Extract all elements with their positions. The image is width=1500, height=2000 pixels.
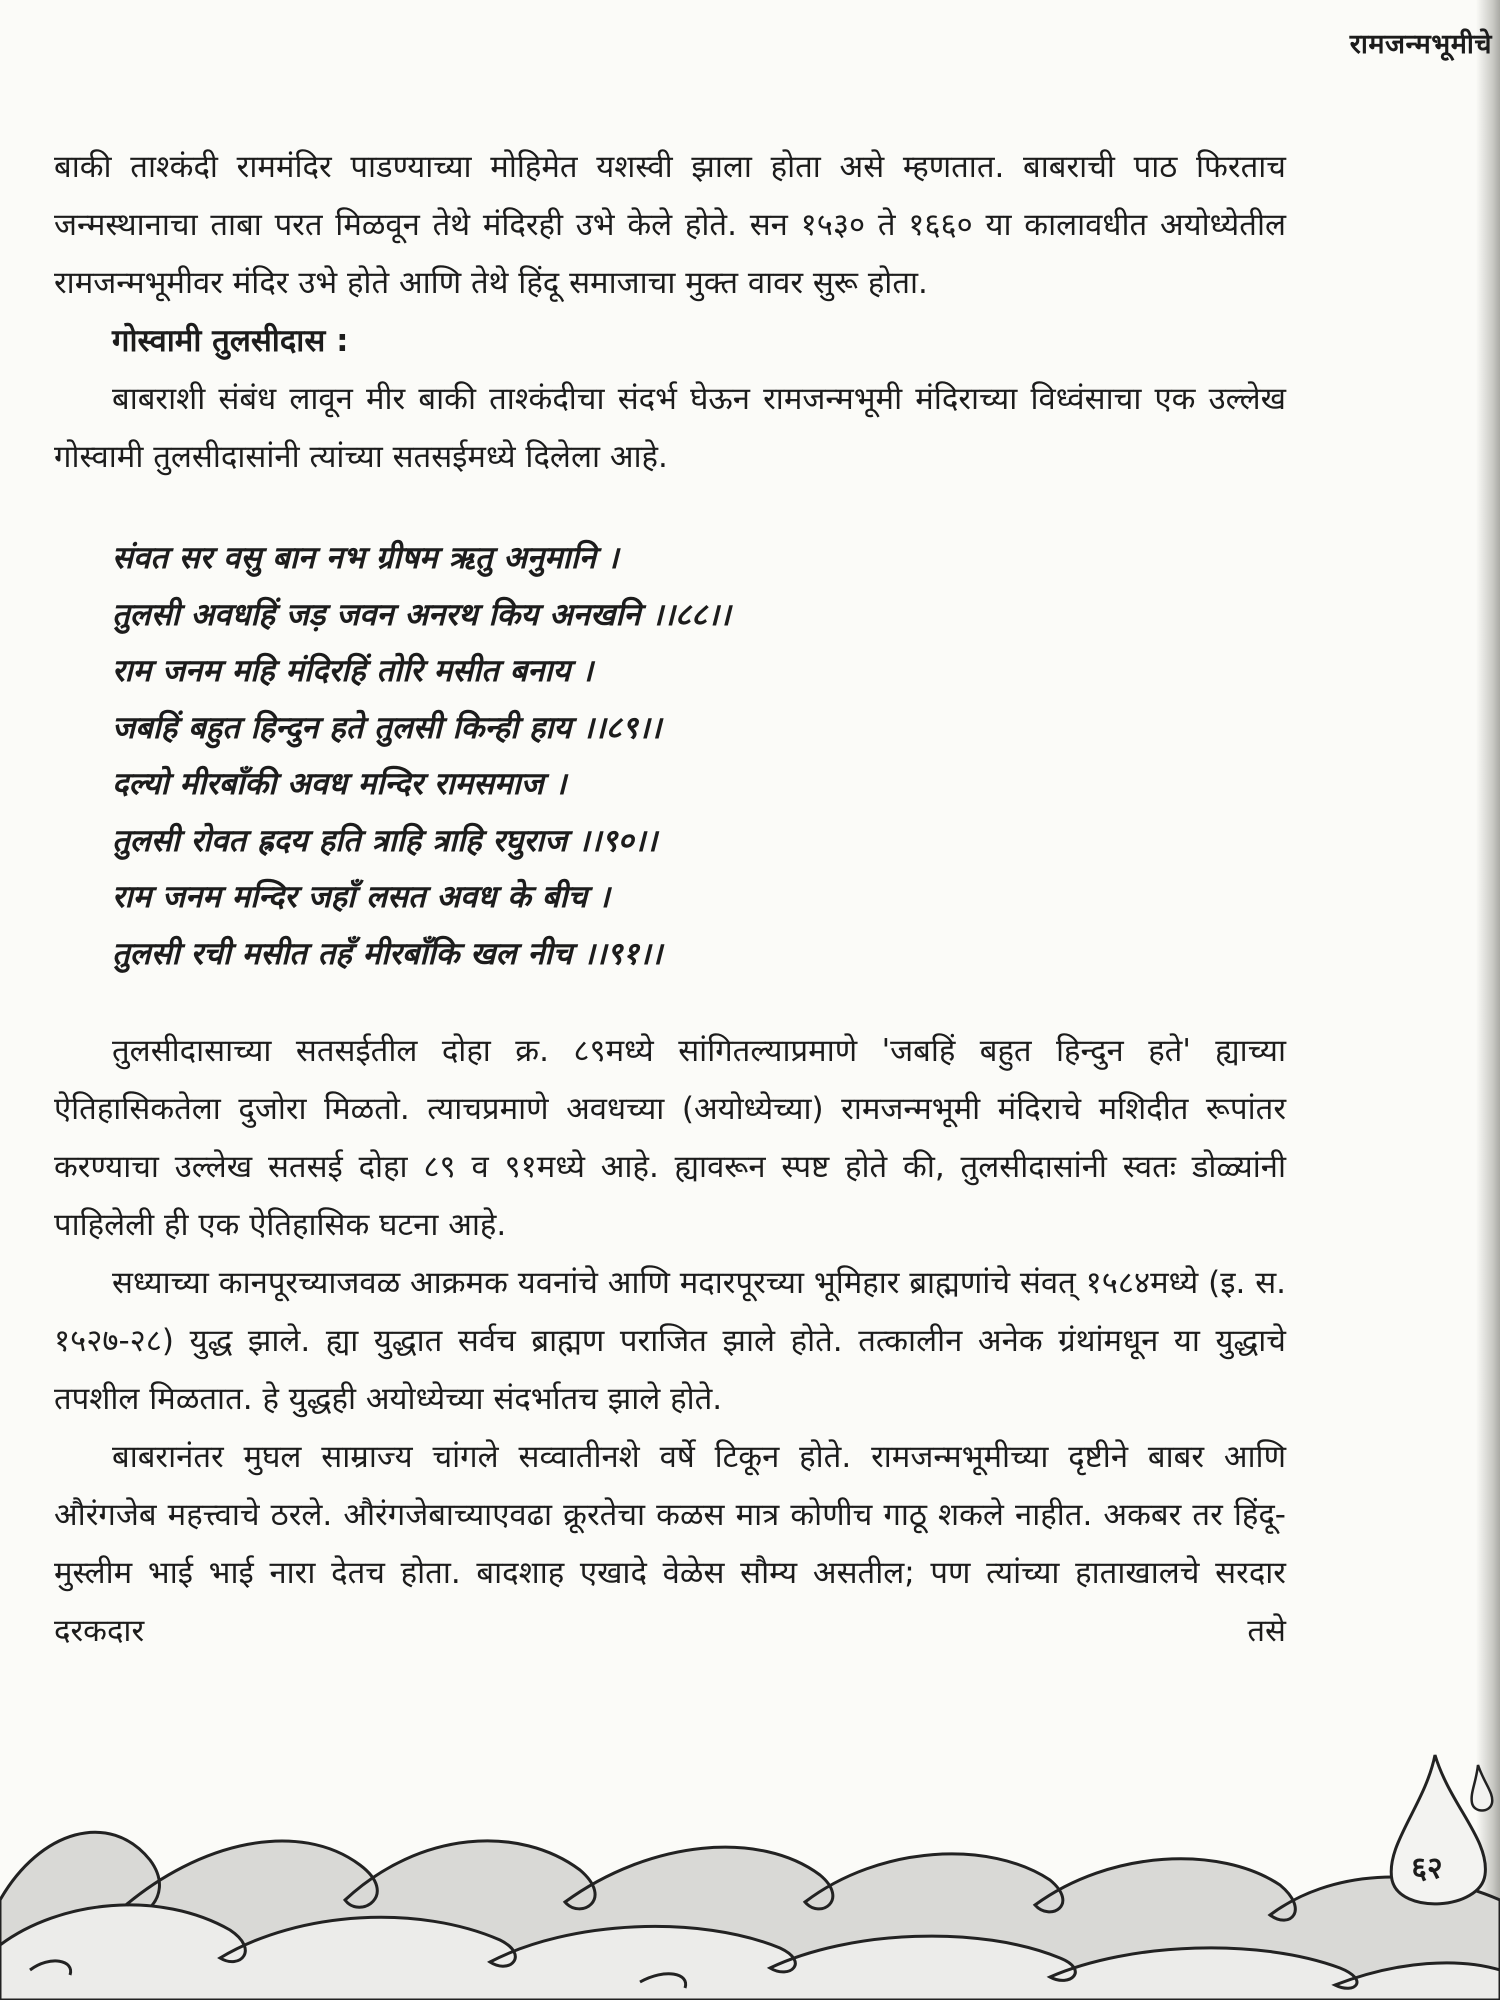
page-edge-shadow	[1476, 0, 1500, 2000]
verse-block	[112, 530, 1286, 982]
paragraph-2: बाबराशी संबंध लावून मीर बाकी ताश्कंदीचा संदर्भ घेऊन रामजन्मभूमी मंदिराच्या विध्वंसाचा एक उल्लेख गोस्वामी तुलसीदासांनी त्यांच्या सतसईमध्ये दिलेला आहे.	[54, 381, 1286, 475]
decorative-waves	[0, 1770, 1500, 2000]
running-header: रामजन्मभूमीचे	[1349, 29, 1492, 60]
verse-line: राम जनम महि मंदिरहिं तोरि मसीत बनाय ।	[112, 653, 594, 689]
verse-line: जबहिं बहुत हिन्दुन हते तुलसी किन्ही हाय ।।८९।।	[112, 709, 662, 746]
verse-line: तुलसी रोवत ह्रदय हति त्राहि त्राहि रघुराज ।।९०।।	[112, 822, 658, 859]
page-number: ६२	[1411, 1851, 1443, 1886]
verse-line: तुलसी रची मसीत तहँ मीरबाँकि खल नीच ।।९१।।	[112, 935, 663, 972]
page-body	[54, 138, 1286, 1660]
paragraph-5: बाबरानंतर मुघल साम्राज्य चांगले सव्वातीनशे वर्षे टिकून होते. रामजन्मभूमीच्या दृष्टीने बाबर आणि औरंगजेब महत्त्वाचे ठरले. औरंगजेबाच्याएवढा क्रूरतेचा कळस मात्र कोणीच गाठू शकले नाहीत. अकबर तर हिंदू-मुस्लीम भाई भाई नारा देतच होता. बादशाह एखादे वेळेस सौम्य असतील; पण त्यांच्या हाताखालचे सरदार दरकदार तसे	[54, 1439, 1286, 1649]
verse-line: तुलसी अवधहिं जड़ जवन अनरथ किय अनखनि ।।८८।।	[112, 596, 731, 633]
paragraph-3: तुलसीदासाच्या सतसईतील दोहा क्र. ८९मध्ये सांगितल्याप्रमाणे 'जबहिं बहुत हिन्दुन हते' ह्याच्या ऐतिहासिकतेला दुजोरा मिळतो. त्याचप्रमाणे अवधच्या (अयोध्येच्या) रामजन्मभूमी मंदिराचे मशिदीत रूपांतर करण्याचा उल्लेख सतसई दोहा ८९ व ९१मध्ये आहे. ह्यावरून स्पष्ट होते की, तुलसीदासांनी स्वतः डोळ्यांनी पाहिलेली ही एक ऐतिहासिक घटना आहे.	[54, 1033, 1286, 1243]
verse-line: संवत सर वसु बान नभ ग्रीषम ऋतु अनुमानि ।	[112, 540, 619, 576]
section-heading: गोस्वामी तुलसीदास :	[112, 323, 349, 359]
paragraph-1: बाकी ताश्कंदी राममंदिर पाडण्याच्या मोहिमेत यशस्वी झाला होता असे म्हणतात. बाबराची पाठ फिरताच जन्मस्थानाचा ताबा परत मिळवून तेथे मंदिरही उभे केले होते. सन १५३० ते १६६० या कालावधीत अयोध्येतील रामजन्मभूमीवर मंदिर उभे होते आणि तेथे हिंदू समाजाचा मुक्त वावर सुरू होता.	[54, 149, 1286, 301]
paragraph-4: सध्याच्या कानपूरच्याजवळ आक्रमक यवनांचे आणि मदारपूरच्या भूमिहार ब्राह्मणांचे संवत् १५८४मध्ये (इ. स. १५२७-२८) युद्ध झाले. ह्या युद्धात सर्वच ब्राह्मण पराजित झाले होते. तत्कालीन अनेक ग्रंथांमधून या युद्धाचे तपशील मिळतात. हे युद्धही अयोध्येच्या संदर्भातच झाले होते.	[54, 1265, 1286, 1417]
verse-line: राम जनम मन्दिर जहाँ लसत अवध के बीच ।	[112, 879, 610, 915]
verse-line: दल्यो मीरबाँकी अवध मन्दिर रामसमाज ।	[112, 766, 567, 802]
page-number-drop	[1380, 1745, 1500, 1925]
